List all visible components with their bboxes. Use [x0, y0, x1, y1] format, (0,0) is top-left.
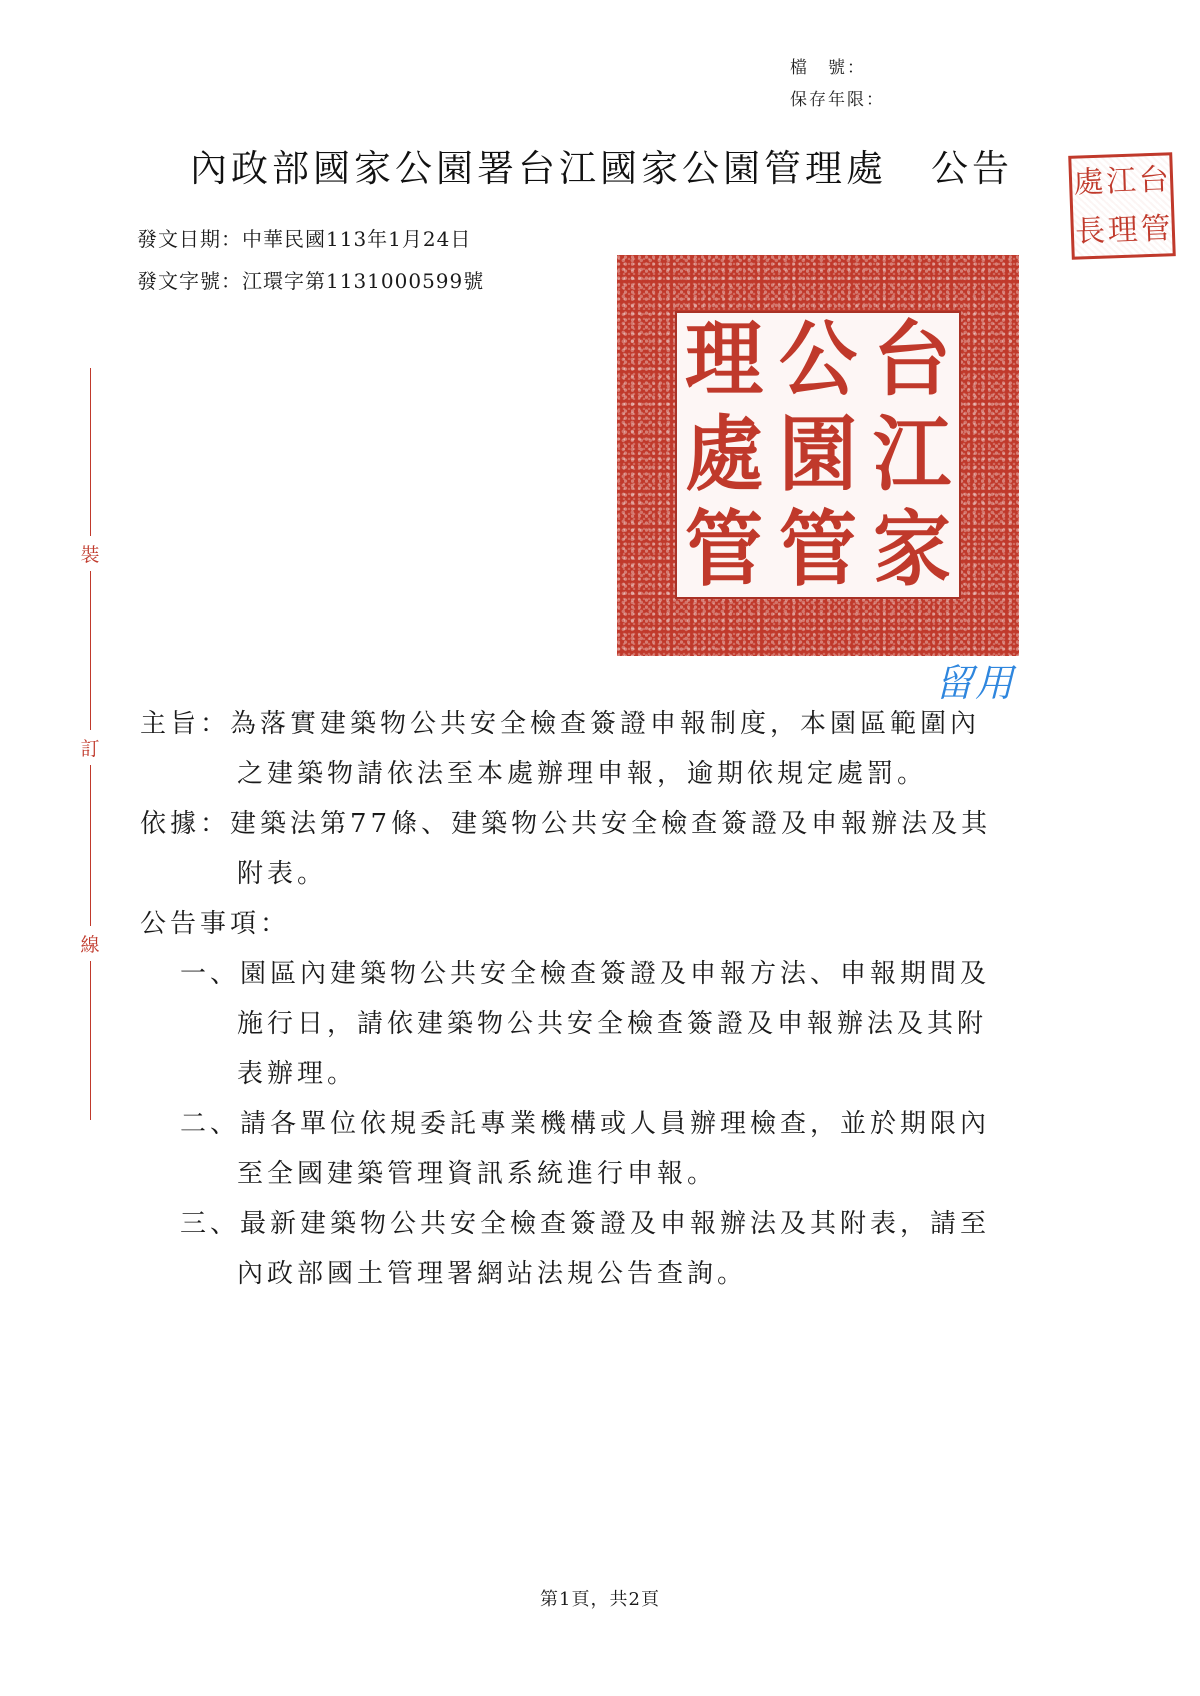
seal-char: 園 [778, 406, 857, 503]
basis-line-1: 依據：建築法第77條、建築物公共安全檢查簽證及申報辦法及其 [140, 809, 992, 839]
page-title [190, 138, 1013, 192]
notice-heading: 公告事項： [140, 909, 291, 939]
retain-stamp: 留用 [935, 661, 1016, 705]
issue-date: 發文日期：中華民國113年1月24日 [137, 227, 472, 251]
seal-char: 理 [684, 312, 763, 408]
seal-char: 公 [778, 312, 857, 408]
seal-char: 家 [872, 501, 951, 597]
seal-char: 管 [684, 501, 763, 597]
seal-char: 管 [778, 501, 857, 597]
retention-period-label: 保存年限： [790, 90, 885, 110]
large-official-seal [617, 255, 1019, 656]
notice-item-2-line-2: 至全國建築管理資訊系統進行申報。 [237, 1159, 718, 1189]
agency-name: 內政部國家公園署台江國家公園管理處 [190, 147, 887, 190]
document-type: 公告 [931, 147, 1013, 190]
binding-mark-zhuang: 裝 [77, 536, 103, 571]
issue-info [137, 218, 484, 302]
small-official-seal [1068, 152, 1176, 260]
notice-item-1-line-3: 表辦理。 [237, 1059, 358, 1089]
binding-mark-xian: 線 [77, 926, 103, 961]
notice-item-1-line-2: 施行日，請依建築物公共安全檢查簽證及申報辦法及其附 [237, 1009, 988, 1039]
seal-char: 長 [1074, 213, 1106, 250]
page-number: 第1頁，共2頁 [540, 1589, 660, 1610]
file-number-label: 檔 號： [790, 58, 866, 78]
binding-mark-ding: 訂 [77, 730, 103, 765]
seal-char: 江 [1105, 163, 1137, 200]
notice-item-3-line-1: 三、最新建築物公共安全檢查簽證及申報辦法及其附表，請至 [180, 1209, 991, 1239]
issue-number: 發文字號：江環字第1131000599號 [137, 269, 485, 293]
seal-char: 理 [1107, 211, 1139, 248]
basis-line-2: 附表。 [237, 859, 328, 889]
notice-item-1-line-1: 一、園區內建築物公共安全檢查簽證及申報方法、申報期間及 [180, 959, 991, 989]
seal-char: 管 [1139, 210, 1172, 247]
notice-item-2-line-1: 二、請各單位依規委託專業機構或人員辦理檢查，並於期限內 [180, 1109, 991, 1139]
seal-char: 台 [872, 312, 951, 408]
file-meta [790, 52, 885, 116]
notice-item-3-line-2: 內政部國土管理署網站法規公告查詢。 [237, 1259, 748, 1289]
seal-inner-field [675, 311, 961, 599]
seal-char: 處 [684, 406, 763, 503]
seal-char: 台 [1138, 161, 1170, 198]
seal-char: 處 [1072, 164, 1105, 201]
seal-char: 江 [872, 406, 951, 503]
subject-line-1: 主旨：為落實建築物公共安全檢查簽證申報制度，本園區範圍內 [140, 709, 981, 739]
subject-line-2: 之建築物請依法至本處辦理申報，逾期依規定處罰。 [237, 759, 928, 789]
